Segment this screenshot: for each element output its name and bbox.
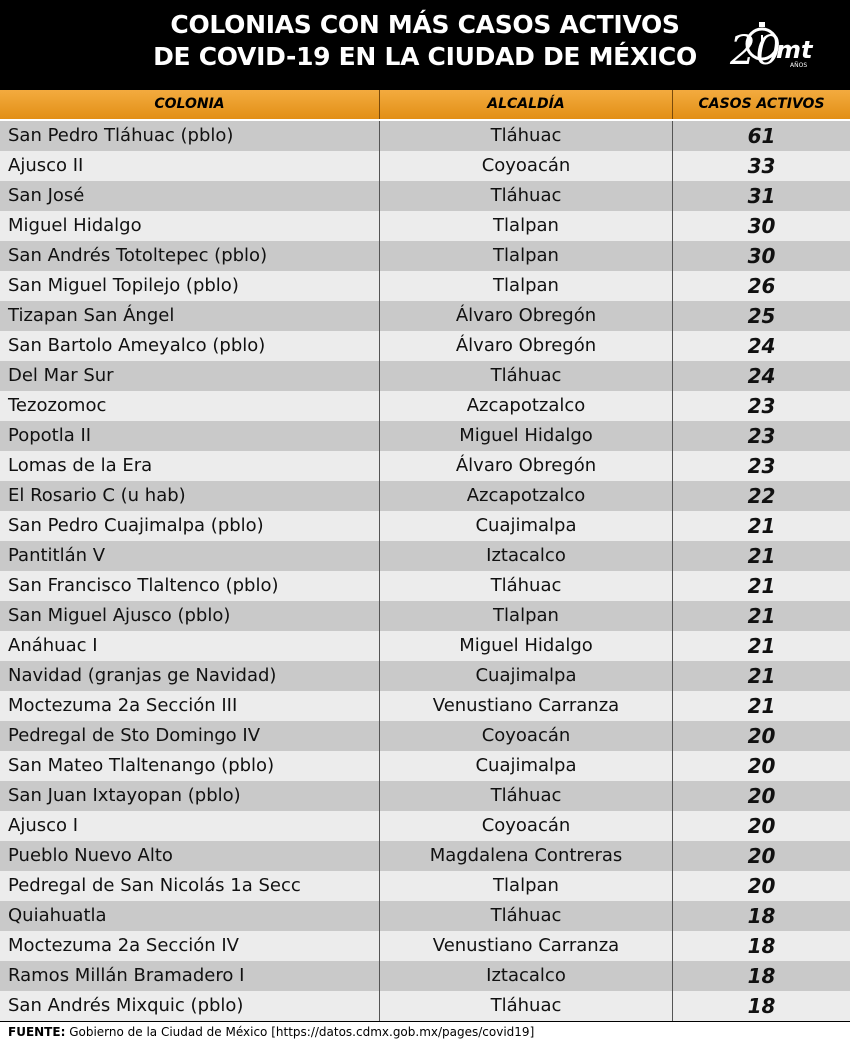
table-row	[0, 181, 850, 211]
colonia-cell: Tizapan San Ángel	[0, 301, 380, 331]
alcaldia-cell: Azcapotzalco	[380, 391, 673, 421]
title-line-1: COLONIAS CON MÁS CASOS ACTIVOS	[170, 10, 680, 39]
source-text: Gobierno de la Ciudad de México [https://datos.cdmx.gob.mx/pages/covid19]	[65, 1025, 535, 1039]
alcaldia-cell: Tlalpan	[380, 241, 673, 271]
alcaldia-cell: Tláhuac	[380, 571, 673, 601]
alcaldia-cell: Iztacalco	[380, 961, 673, 991]
casos-activos-cell: 18	[747, 994, 776, 1018]
alcaldia-cell: Venustiano Carranza	[380, 931, 673, 961]
table-row	[0, 601, 850, 631]
column-header-alcaldia: ALCALDÍA	[380, 90, 673, 119]
source-label: FUENTE:	[8, 1025, 66, 1039]
table-row	[0, 691, 850, 721]
table-row	[0, 721, 850, 751]
alcaldia-cell: Tlalpan	[380, 871, 673, 901]
casos-activos-cell: 25	[747, 304, 776, 328]
casos-activos-cell: 18	[747, 904, 776, 928]
alcaldia-cell: Miguel Hidalgo	[380, 421, 673, 451]
colonia-cell: Moctezuma 2a Sección III	[0, 691, 380, 721]
colonia-cell: San Andrés Totoltepec (pblo)	[0, 241, 380, 271]
colonia-cell: Anáhuac I	[0, 631, 380, 661]
table-row	[0, 481, 850, 511]
colonia-cell: Quiahuatla	[0, 901, 380, 931]
alcaldia-cell: Tláhuac	[380, 181, 673, 211]
column-header-colonia: COLONIA	[0, 90, 380, 119]
table-row	[0, 781, 850, 811]
alcaldia-cell: Cuajimalpa	[380, 751, 673, 781]
colonia-cell: Pueblo Nuevo Alto	[0, 841, 380, 871]
colonia-cell: Ajusco I	[0, 811, 380, 841]
colonia-cell: San Miguel Topilejo (pblo)	[0, 271, 380, 301]
table-row	[0, 841, 850, 871]
casos-activos-cell: 20	[747, 784, 776, 808]
data-table	[0, 121, 850, 1021]
colonia-cell: San Pedro Cuajimalpa (pblo)	[0, 511, 380, 541]
table-row	[0, 391, 850, 421]
casos-activos-cell: 23	[747, 394, 776, 418]
page-title	[0, 9, 850, 73]
table-row	[0, 811, 850, 841]
table-row	[0, 331, 850, 361]
alcaldia-cell: Cuajimalpa	[380, 511, 673, 541]
alcaldia-cell: Álvaro Obregón	[380, 301, 673, 331]
casos-activos-cell: 20	[747, 874, 776, 898]
colonia-cell: San Juan Ixtayopan (pblo)	[0, 781, 380, 811]
table-row	[0, 751, 850, 781]
column-header-casos-activos: CASOS ACTIVOS	[698, 96, 825, 112]
logo-brand: mt	[776, 36, 813, 64]
alcaldia-cell: Cuajimalpa	[380, 661, 673, 691]
table-row	[0, 931, 850, 961]
casos-activos-cell: 18	[747, 934, 776, 958]
colonia-cell: Tezozomoc	[0, 391, 380, 421]
casos-activos-cell: 21	[747, 664, 776, 688]
alcaldia-cell: Iztacalco	[380, 541, 673, 571]
source-footer	[0, 1021, 850, 1045]
casos-activos-cell: 23	[747, 424, 776, 448]
casos-activos-cell: 21	[747, 604, 776, 628]
table-row	[0, 961, 850, 991]
alcaldia-cell: Tláhuac	[380, 901, 673, 931]
alcaldia-cell: Tláhuac	[380, 991, 673, 1021]
table-row	[0, 301, 850, 331]
casos-activos-cell: 30	[747, 214, 776, 238]
casos-activos-cell: 20	[747, 724, 776, 748]
casos-activos-cell: 61	[747, 124, 776, 148]
table-row	[0, 151, 850, 181]
column-header-row	[0, 90, 850, 119]
alcaldia-cell: Coyoacán	[380, 811, 673, 841]
casos-activos-cell: 24	[747, 334, 776, 358]
header-banner	[0, 0, 850, 90]
table-row	[0, 631, 850, 661]
alcaldia-cell: Tláhuac	[380, 781, 673, 811]
colonia-cell: Miguel Hidalgo	[0, 211, 380, 241]
table-row	[0, 871, 850, 901]
alcaldia-cell: Magdalena Contreras	[380, 841, 673, 871]
table-row	[0, 121, 850, 151]
table-row	[0, 361, 850, 391]
table-row	[0, 901, 850, 931]
alcaldia-cell: Tláhuac	[380, 361, 673, 391]
casos-activos-cell: 21	[747, 634, 776, 658]
colonia-cell: El Rosario C (u hab)	[0, 481, 380, 511]
casos-activos-cell: 18	[747, 964, 776, 988]
brand-logo	[728, 14, 824, 74]
table-row	[0, 661, 850, 691]
table-row	[0, 541, 850, 571]
alcaldia-cell: Coyoacán	[380, 151, 673, 181]
colonia-cell: Moctezuma 2a Sección IV	[0, 931, 380, 961]
table-row	[0, 511, 850, 541]
casos-activos-cell: 23	[747, 454, 776, 478]
casos-activos-cell: 20	[747, 844, 776, 868]
casos-activos-cell: 21	[747, 514, 776, 538]
alcaldia-cell: Tláhuac	[380, 121, 673, 151]
casos-activos-cell: 30	[747, 244, 776, 268]
alcaldia-cell: Tlalpan	[380, 271, 673, 301]
casos-activos-cell: 31	[747, 184, 776, 208]
colonia-cell: Pedregal de Sto Domingo IV	[0, 721, 380, 751]
casos-activos-cell: 20	[747, 814, 776, 838]
table-row	[0, 991, 850, 1021]
alcaldia-cell: Álvaro Obregón	[380, 451, 673, 481]
table-row	[0, 421, 850, 451]
logo-number: 20	[730, 28, 781, 74]
colonia-cell: San Francisco Tlaltenco (pblo)	[0, 571, 380, 601]
alcaldia-cell: Tlalpan	[380, 211, 673, 241]
title-line-2: DE COVID-19 EN LA CIUDAD DE MÉXICO	[153, 42, 697, 71]
casos-activos-cell: 21	[747, 574, 776, 598]
casos-activos-cell: 26	[747, 274, 776, 298]
alcaldia-cell: Coyoacán	[380, 721, 673, 751]
colonia-cell: Pedregal de San Nicolás 1a Secc	[0, 871, 380, 901]
alcaldia-cell: Miguel Hidalgo	[380, 631, 673, 661]
logo-subtext: AÑOS	[790, 62, 808, 69]
colonia-cell: Del Mar Sur	[0, 361, 380, 391]
colonia-cell: Popotla II	[0, 421, 380, 451]
alcaldia-cell: Azcapotzalco	[380, 481, 673, 511]
colonia-cell: Ajusco II	[0, 151, 380, 181]
casos-activos-cell: 20	[747, 754, 776, 778]
casos-activos-cell: 24	[747, 364, 776, 388]
casos-activos-cell: 21	[747, 694, 776, 718]
colonia-cell: San Pedro Tláhuac (pblo)	[0, 121, 380, 151]
colonia-cell: Lomas de la Era	[0, 451, 380, 481]
table-row	[0, 271, 850, 301]
casos-activos-cell: 21	[747, 544, 776, 568]
alcaldia-cell: Álvaro Obregón	[380, 331, 673, 361]
table-row	[0, 451, 850, 481]
alcaldia-cell: Venustiano Carranza	[380, 691, 673, 721]
colonia-cell: Ramos Millán Bramadero I	[0, 961, 380, 991]
casos-activos-cell: 33	[747, 154, 776, 178]
colonia-cell: San Miguel Ajusco (pblo)	[0, 601, 380, 631]
table-row	[0, 571, 850, 601]
table-row	[0, 211, 850, 241]
alcaldia-cell: Tlalpan	[380, 601, 673, 631]
casos-activos-cell: 22	[747, 484, 776, 508]
colonia-cell: Navidad (granjas ge Navidad)	[0, 661, 380, 691]
colonia-cell: Pantitlán V	[0, 541, 380, 571]
colonia-cell: San Andrés Mixquic (pblo)	[0, 991, 380, 1021]
colonia-cell: San José	[0, 181, 380, 211]
colonia-cell: San Mateo Tlaltenango (pblo)	[0, 751, 380, 781]
colonia-cell: San Bartolo Ameyalco (pblo)	[0, 331, 380, 361]
table-row	[0, 241, 850, 271]
